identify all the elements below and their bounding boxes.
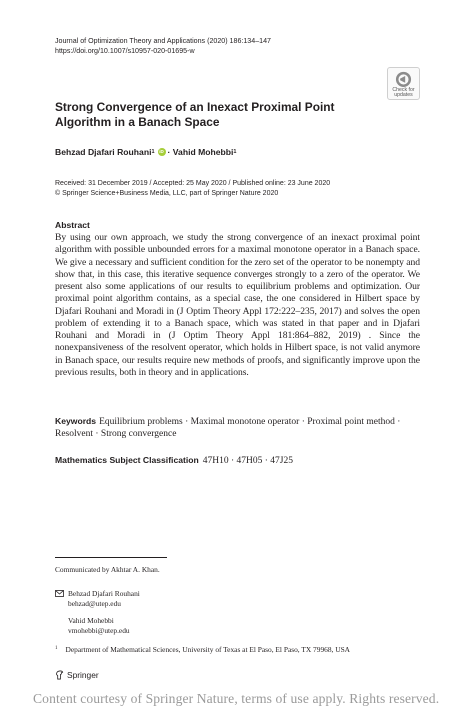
check-for-updates-line2: updates: [394, 92, 413, 99]
contact-email-1[interactable]: behzad@utep.edu: [68, 599, 121, 608]
keywords-section: [55, 415, 420, 441]
msc-codes: 47H10 · 47H05 · 47J25: [202, 456, 293, 466]
doi-link[interactable]: https://doi.org/10.1007/s10957-020-01695-w: [55, 46, 195, 55]
copyright-line: © Springer Science+Business Media, LLC, part of Springer Nature 2020: [55, 190, 279, 197]
abstract-heading: Abstract: [55, 220, 90, 230]
author-list: [55, 147, 236, 157]
journal-header: [55, 37, 271, 56]
check-for-updates-icon: [395, 71, 412, 88]
affiliation: [55, 645, 350, 654]
check-for-updates-line1: Check for: [392, 86, 415, 93]
contact-block: [55, 589, 140, 636]
springer-horse-icon: [55, 670, 64, 680]
contact-name-1: Behzad Djafari Rouhani: [68, 589, 140, 598]
date-history: Received: 31 December 2019 / Accepted: 25 May 2020 / Published online: 23 June 2020: [55, 180, 331, 187]
author-name-2[interactable]: Vahid Mohebbi: [172, 147, 234, 157]
contact-email-2[interactable]: vmohebbi@utep.edu: [68, 626, 130, 635]
affiliation-number: 1: [55, 645, 58, 651]
author-separator: ·: [167, 147, 171, 157]
orcid-icon[interactable]: iD: [159, 149, 164, 154]
communicated-by: Communicated by Akhtar A. Khan.: [55, 565, 160, 574]
author-affiliation-1: 1: [151, 149, 155, 155]
journal-citation: Journal of Optimization Theory and Applications (2020) 186:134–147: [55, 37, 271, 45]
msc-label: Mathematics Subject Classification: [55, 455, 199, 465]
envelope-icon: [55, 590, 64, 597]
courtesy-watermark: Content courtesy of Springer Nature, terms of use apply. Rights reserved.: [33, 691, 440, 706]
abstract-text: By using our own approach, we study the strong convergence of an inexact proximal point algorithm with possible unbounded errors for a maximal monotone operator in a Banach space. We give a necessary and sufficient condition for the zero set of the operator to be nonempty and show that, in this case, this iterative sequence converges strongly to a zero of the operator. We present also some applications of our results to equilibrium problems and optimization. Our proximal point algorithm contains, as a special case, the one considered in Hilbert space by Djafari Rouhani and Moradi in (J Optim Theory Appl 172:222–235, 2017) and solves the open problem of extending it to a Banach space, which was stated in that paper and in Djafari Rouhani and Moradi in (J Optim Theory Appl 181:864–882, 2019) . Since the nonexpansiveness of the resolvent operator, which holds in Hilbert space, is not valid anymore in Banach space, our results require new methods of proofs, and significantly improve upon the previous results, both in theory and in applications.: [55, 232, 420, 378]
affiliation-text: Department of Mathematical Sciences, University of Texas at El Paso, El Paso, TX 79968, USA: [65, 645, 351, 654]
publisher-name: Springer: [67, 670, 99, 680]
publisher-logo[interactable]: [55, 670, 99, 680]
publication-dates: [55, 179, 330, 199]
author-affiliation-2: 1: [233, 149, 237, 155]
contact-name-2: Vahid Mohebbi: [68, 616, 114, 625]
keywords-label: Keywords: [55, 416, 97, 426]
footnote-divider: [55, 557, 167, 558]
check-for-updates-badge[interactable]: [387, 67, 420, 100]
author-name-1[interactable]: Behzad Djafari Rouhani: [55, 147, 152, 157]
msc-section: [55, 455, 293, 466]
keywords-text: Equilibrium problems · Maximal monotone operator · Proximal point method · Resolvent · Strong convergence: [55, 417, 401, 440]
article-title: Strong Convergence of an Inexact Proximal Point Algorithm in a Banach Space: [55, 100, 335, 129]
